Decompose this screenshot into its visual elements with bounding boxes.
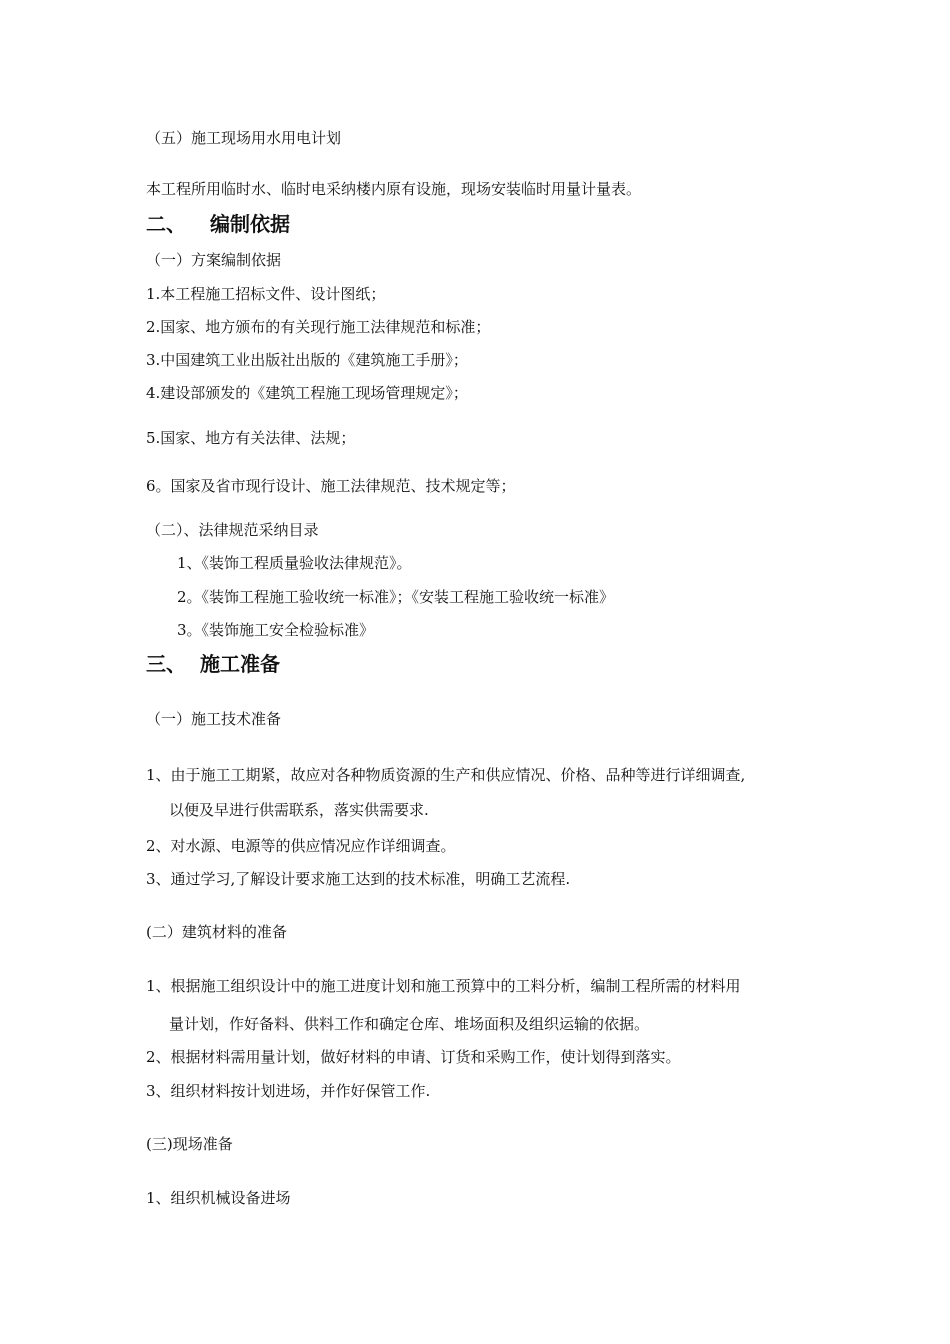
chapter-heading-preparation [146, 651, 280, 677]
subsection-heading-site-prep: (三)现场准备 [146, 1135, 233, 1153]
chapter-heading-basis [146, 211, 290, 237]
list-item: 5.国家、地方有关法律、法规； [146, 429, 356, 447]
list-item: 1、《装饰工程质量验收法律规范》。 [177, 554, 412, 572]
chapter-number: 三、 [146, 652, 186, 676]
list-item: 2、对水源、电源等的供应情况应作详细调查。 [146, 837, 456, 855]
list-item: 6。国家及省市现行设计、施工法律规范、技术规定等； [146, 477, 516, 495]
subsection-heading-materials-prep: (二）建筑材料的准备 [146, 923, 287, 941]
list-item: 1.本工程施工招标文件、设计图纸； [146, 285, 386, 303]
chapter-number: 二、 [146, 212, 186, 236]
list-item: 3、组织材料按计划进场，并作好保管工作. [146, 1082, 431, 1100]
paragraph-water-power: 本工程所用临时水、临时电采纳楼内原有设施，现场安装临时用量计量表。 [146, 180, 642, 198]
subsection-heading-scheme-basis: （一）方案编制依据 [146, 251, 282, 269]
list-item-continuation: 量计划，作好备料、供料工作和确定仓库、堆场面积及组织运输的依据。 [169, 1015, 650, 1033]
chapter-title: 施工准备 [200, 652, 280, 676]
list-item: 3。《装饰施工安全检验标准》 [177, 621, 375, 639]
subsection-heading-standards-list: （二）、法律规范采纳目录 [146, 521, 319, 539]
list-item: 4.建设部颁发的《建筑工程施工现场管理规定》； [146, 384, 468, 402]
list-item-continuation: 以便及早进行供需联系，落实供需要求. [169, 801, 429, 819]
list-item: 3、通过学习,了解设计要求施工达到的技术标准，明确工艺流程. [146, 870, 571, 888]
list-item: 2.国家、地方颁布的有关现行施工法律规范和标准； [146, 318, 491, 336]
list-item: 2。《装饰工程施工验收统一标准》；《安装工程施工验收统一标准》 [177, 588, 615, 606]
list-item: 1、组织机械设备进场 [146, 1189, 291, 1207]
list-item: 3.中国建筑工业出版社出版的《建筑施工手册》； [146, 351, 468, 369]
list-item: 1、根据施工组织设计中的施工进度计划和施工预算中的工料分析，编制工程所需的材料用 [146, 977, 741, 995]
list-item: 2、根据材料需用量计划，做好材料的申请、订货和采购工作，使计划得到落实。 [146, 1048, 681, 1066]
list-item: 1、由于施工工期紧，故应对各种物质资源的生产和供应情况、价格、品种等进行详细调查, [146, 766, 746, 784]
subsection-heading-technical-prep: （一）施工技术准备 [146, 710, 282, 728]
chapter-title: 编制依据 [210, 212, 290, 236]
section-heading-water-power-plan: （五）施工现场用水用电计划 [146, 129, 342, 147]
